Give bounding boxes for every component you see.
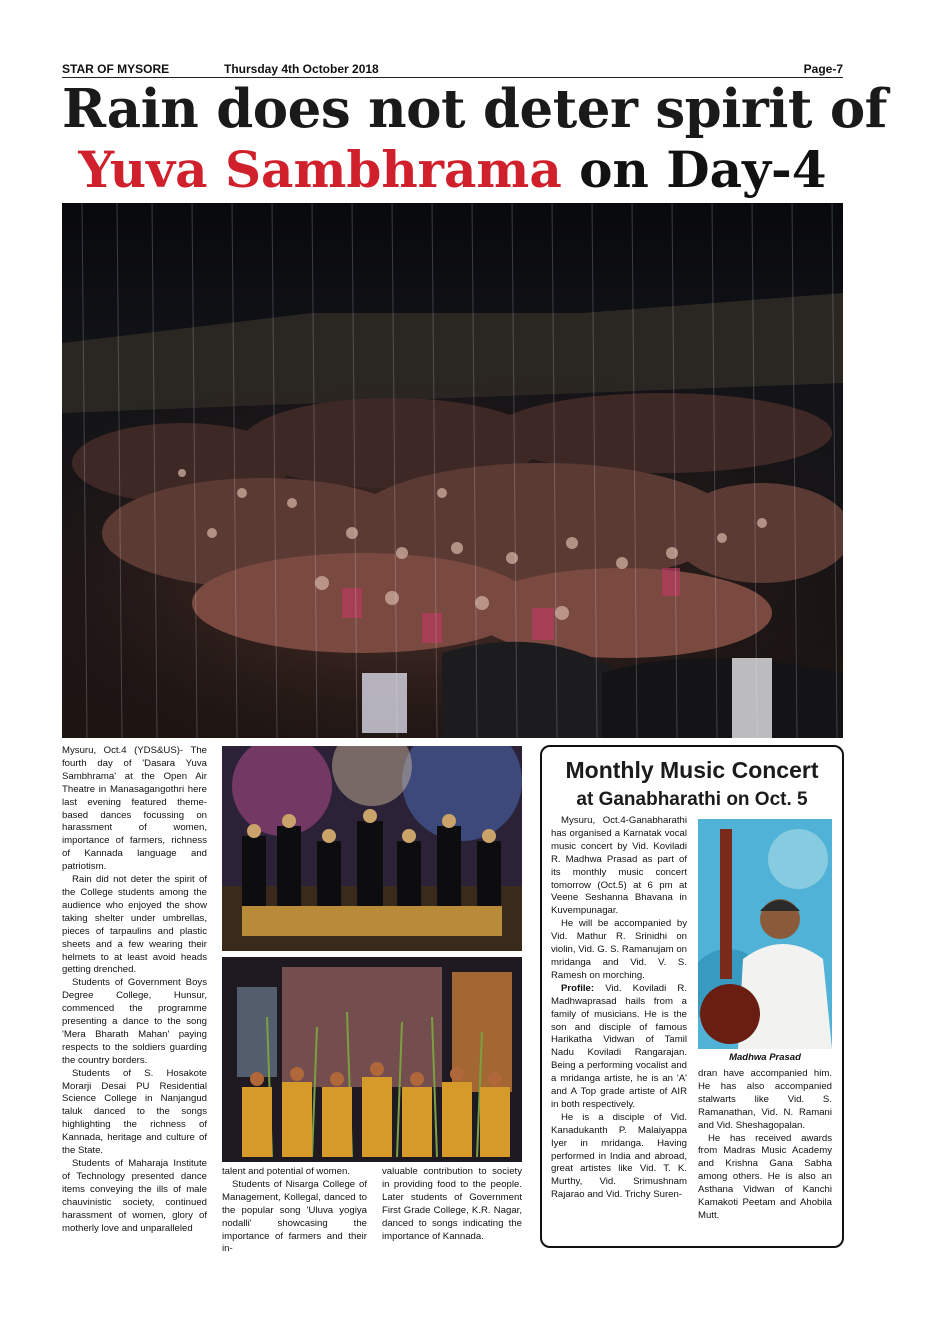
- dance-performance-photo-2: [222, 957, 522, 1162]
- concert-paragraph: He is a disciple of Vid. Kanadukanth P. Malaiyappa Iyer in mridanga. Having performed in India and abroad, great artistes like Vid. T. K. Murthy, Vid. Srimushnam Rajarao and Vid. Trichy Suren-: [551, 1111, 687, 1201]
- headline-highlight: Yuva Sambhrama: [78, 140, 562, 199]
- story-column-2: [222, 1166, 367, 1256]
- story-column-1: [62, 745, 207, 1235]
- story-paragraph: valuable contribution to society in providing food to the people. Later students of Government First Grade College, K.R. Nagar, danced to songs indicating the importance of Kannada.: [382, 1166, 522, 1242]
- concert-column-1: [551, 815, 687, 1202]
- headline-line-2: [62, 140, 843, 199]
- concert-paragraph: [551, 983, 687, 1112]
- headline-line-1: Rain does not deter spirit of: [62, 78, 887, 140]
- story-paragraph: talent and potential of women.: [222, 1166, 351, 1177]
- concert-title-line-1: Monthly Music Concert: [565, 757, 819, 783]
- story-column-3: [382, 1166, 522, 1243]
- profile-text: Vid. Koviladi R. Madhwaprasad hails from a family of musicians. He is the son and disciple of famous Harikatha Vidwan of Tamil Nadu Koviladi Rangarajan. Being a performing vocalist and a mridanga artiste, he is an 'A' and A Top grade artiste of AIR in both respectively.: [551, 982, 687, 1110]
- story-paragraph: Students of S. Hosakote Morarji Desai PU Residential Science College in Nanjangud taluk danced to the songs highlighting the richness of Kannada, heritage and culture of the State.: [62, 1067, 207, 1157]
- concert-column-2: [698, 1068, 832, 1223]
- portrait-caption: Madhwa Prasad: [729, 1052, 801, 1063]
- dance-performance-photo-1: [222, 746, 522, 951]
- story-paragraph: Rain did not deter the spirit of the College students among the audience who enjoyed the show taking shelter under umbrellas, pieces of tarpaulins and plastic sheets and a few wearing their helmets to at least avoid heads getting drenched.: [62, 874, 207, 976]
- portrait-illustration: [698, 819, 832, 1049]
- profile-label: Profile:: [561, 982, 595, 994]
- crowd-photo-illustration: [62, 203, 843, 738]
- story-paragraph: Mysuru, Oct.4 (YDS&US)- The fourth day of 'Dasara Yuva Sambhrama' at the Open Air Theatre in Manasagangothri here last evening featured theme-based dances focussing on harassment of women, importance of farmers, richness of Kannada language and patriotism.: [62, 745, 207, 873]
- page-number: Page-7: [803, 62, 843, 76]
- concert-paragraph: He has received awards from Madras Music Academy and Krishna Gana Sabha among others. He is also an Asthana Vidwan of Kanchi Kamakoti Peetam and Ahobila Mutt.: [698, 1132, 832, 1221]
- story-paragraph: Students of Government Boys Degree College, Hunsur, commenced the programme presenting a dance to the song 'Mera Bharath Mahan' paying respects to the soldiers guarding the country borders.: [62, 977, 207, 1066]
- story-paragraph: Students of Maharaja Institute of Technology presented dance items conveying the ills of male chauvinistic society, continued harassment of women, glory of motherly love and unparalleled: [62, 1158, 207, 1234]
- concert-paragraph: Mysuru, Oct.4-Ganabharathi has organised a Karnatak vocal music concert by Vid. Koviladi R. Madhwa Prasad as part of its monthly music concert tomorrow (Oct.5) at 6 pm at Veene Seshanna Bhavana in Kuvempunagar.: [551, 815, 687, 917]
- concert-title-line-2: at Ganabharathi on Oct. 5: [576, 789, 808, 810]
- concert-paragraph: He will be accompanied by Vid. Mathur R. Srinidhi on violin, Vid. G. S. Ramanujam on mridanga and Vid. V. S. Ramesh on morching.: [551, 918, 687, 981]
- concert-paragraph: dran have accompanied him. He has also accompanied stalwarts like Vid. S. Ramanathan, Vid. N. Ramani and Vid. Sheshagopalan.: [698, 1068, 832, 1131]
- headline-rest: on Day-4: [561, 140, 827, 199]
- story-paragraph: Students of Nisarga College of Management, Kollegal, danced to the popular song 'Uluva yogiya nodalli' showcasing the importance of farmers and their in-: [222, 1178, 367, 1255]
- issue-date: Thursday 4th October 2018: [224, 62, 379, 76]
- crowd-in-rain-photo: [62, 203, 843, 738]
- paper-name: STAR OF MYSORE: [62, 62, 170, 76]
- madhwa-prasad-portrait: [698, 819, 832, 1049]
- dance-photo-1-illustration: [222, 746, 522, 951]
- dance-photo-2-illustration: [222, 957, 522, 1162]
